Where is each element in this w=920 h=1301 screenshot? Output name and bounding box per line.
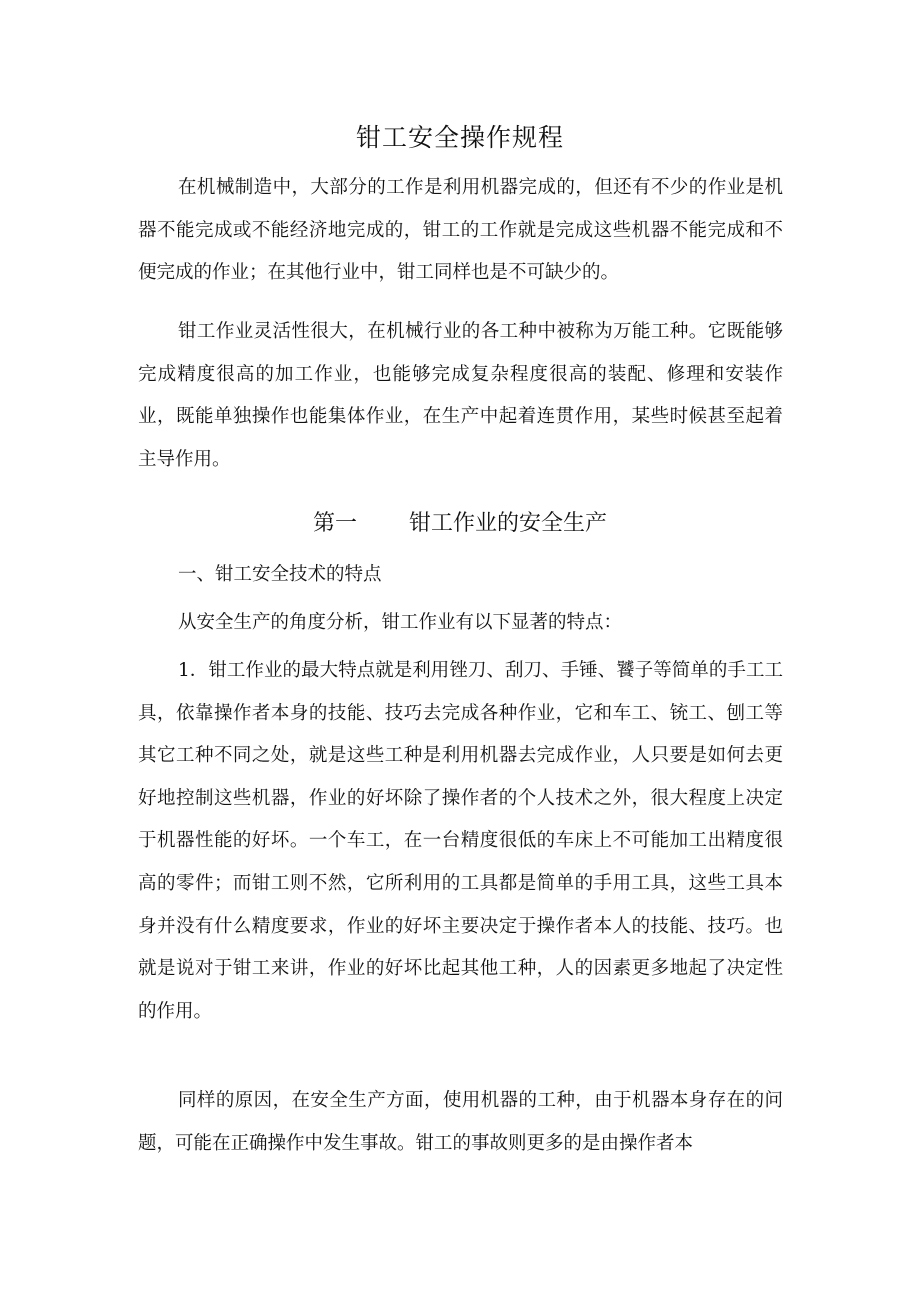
intro-paragraph: 在机械制造中，大部分的工作是利用机器完成的，但还有不少的作业是机器不能完成或不能经济地完成的，钳工的工作就是完成这些机器不能完成和不便完成的作业；在其他行业中，钳工同样也是不可缺少的。 (138, 177, 783, 284)
chapter-title: 钳工作业的安全生产 (409, 511, 608, 536)
closing-paragraph: 同样的原因，在安全生产方面，使用机器的工种，由于机器本身存在的问题，可能在正确操作中发生事故。钳工的事故则更多的是由操作者本 (138, 1090, 783, 1154)
document-title: 钳工安全操作规程 (355, 123, 564, 152)
section-intro: 从安全生产的角度分析，钳工作业有以下显著的特点： (178, 612, 623, 633)
intro-paragraph: 钳工作业灵活性很大，在机械行业的各工种中被称为万能工种。它既能够完成精度很高的加工作业，也能够完成复杂程度很高的装配、修理和安装作业，既能单独操作也能集体作业，在生产中起着连贯作用，某些时候甚至起着主导作用。 (138, 321, 783, 470)
point-paragraph: 1．钳工作业的最大特点就是利用锉刀、刮刀、手锤、饕子等简单的手工工具，依靠操作者本身的技能、技巧去完成各种作业，它和车工、铳工、刨工等其它工种不同之处，就是这些工种是利用机器去完成作业，人只要是如何去更好地控制这些机器，作业的好坏除了操作者的个人技术之外，很大程度上决定于机器性能的好坏。一个车工，在一台精度很低的车床上不可能加工出精度很高的零件；而钳工则不然，它所利用的工具都是简单的手用工具，这些工具本身并没有什么精度要求，作业的好坏主要决定于操作者本人的技能、技巧。也就是说对于钳工来讲，作业的好坏比起其他工种，人的因素更多地起了决定性的作用。 (138, 660, 783, 1022)
chapter-heading (0, 504, 920, 544)
chapter-number: 第一 (312, 511, 357, 536)
section-heading: 一、钳工安全技术的特点 (178, 564, 382, 585)
